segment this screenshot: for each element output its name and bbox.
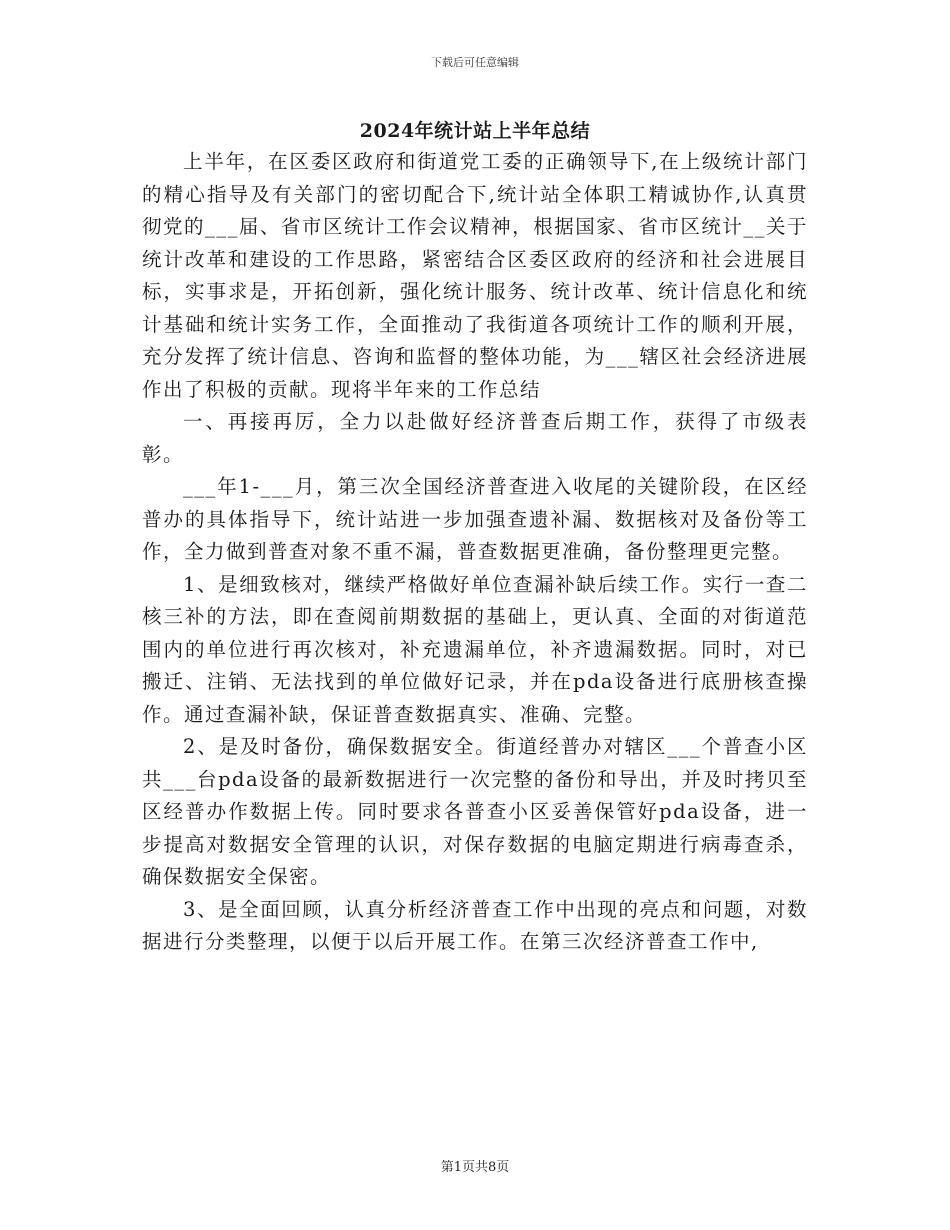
paragraph-item-2: 2、是及时备份，确保数据安全。街道经普办对辖区___个普查小区共___台pda设备的最新数据进行一次完整的备份和导出，并及时拷贝至区经普办作数据上传。同时要求各普查小区妥善保管好pda设备，进一步提高对数据安全管理的认识，对保存数据的电脑定期进行病毒查杀，确保数据安全保密。 xyxy=(142,735,808,888)
document-title: 2024年统计站上半年总结 xyxy=(359,120,591,142)
paragraph-intro: 上半年，在区委区政府和街道党工委的正确领导下,在上级统计部门的精心指导及有关部门的密切配合下,统计站全体职工精诚协作,认真贯彻党的___届、省市区统计工作会议精神，根据国家、省市区统计__关于统计改革和建设的工作思路，紧密结合区委区政府的经济和社会进展目标，实事求是，开拓创新，强化统计服务、统计改革、统计信息化和统计基础和统计实务工作，全面推动了我街道各项统计工作的顺利开展，充分发挥了统计信息、咨询和监督的整体功能，为___辖区社会经济进展作出了积极的贡献。现将半年来的工作总结 xyxy=(142,150,808,401)
document-body xyxy=(142,146,808,959)
paragraph-item-3: 3、是全面回顾，认真分析经济普查工作中出现的亮点和问题，对数据进行分类整理，以便于以后开展工作。在第三次经济普查工作中, xyxy=(142,897,808,953)
paragraph-item-1: 1、是细致核对，继续严格做好单位查漏补缺后续工作。实行一查二核三补的方法，即在查阅前期数据的基础上，更认真、全面的对街道范围内的单位进行再次核对，补充遗漏单位，补齐遗漏数据。同时，对已搬迁、注销、无法找到的单位做好记录，并在pda设备进行底册核查操作。通过查漏补缺，保证普查数据真实、准确、完整。 xyxy=(142,572,808,726)
paragraph-section-heading: 一、再接再厉，全力以赴做好经济普查后期工作，获得了市级表彰。 xyxy=(142,410,808,466)
page-header-note: 下载后可任意编辑 xyxy=(431,56,519,69)
paragraph-census-overview: ___年1-___月，第三次全国经济普查进入收尾的关键阶段，在区经普办的具体指导下，统计站进一步加强查遗补漏、数据核对及备份等工作，全力做到普查对象不重不漏，普查数据更准确，备份整理更完整。 xyxy=(142,475,808,563)
page-number: 第1页共8页 xyxy=(440,1160,510,1175)
